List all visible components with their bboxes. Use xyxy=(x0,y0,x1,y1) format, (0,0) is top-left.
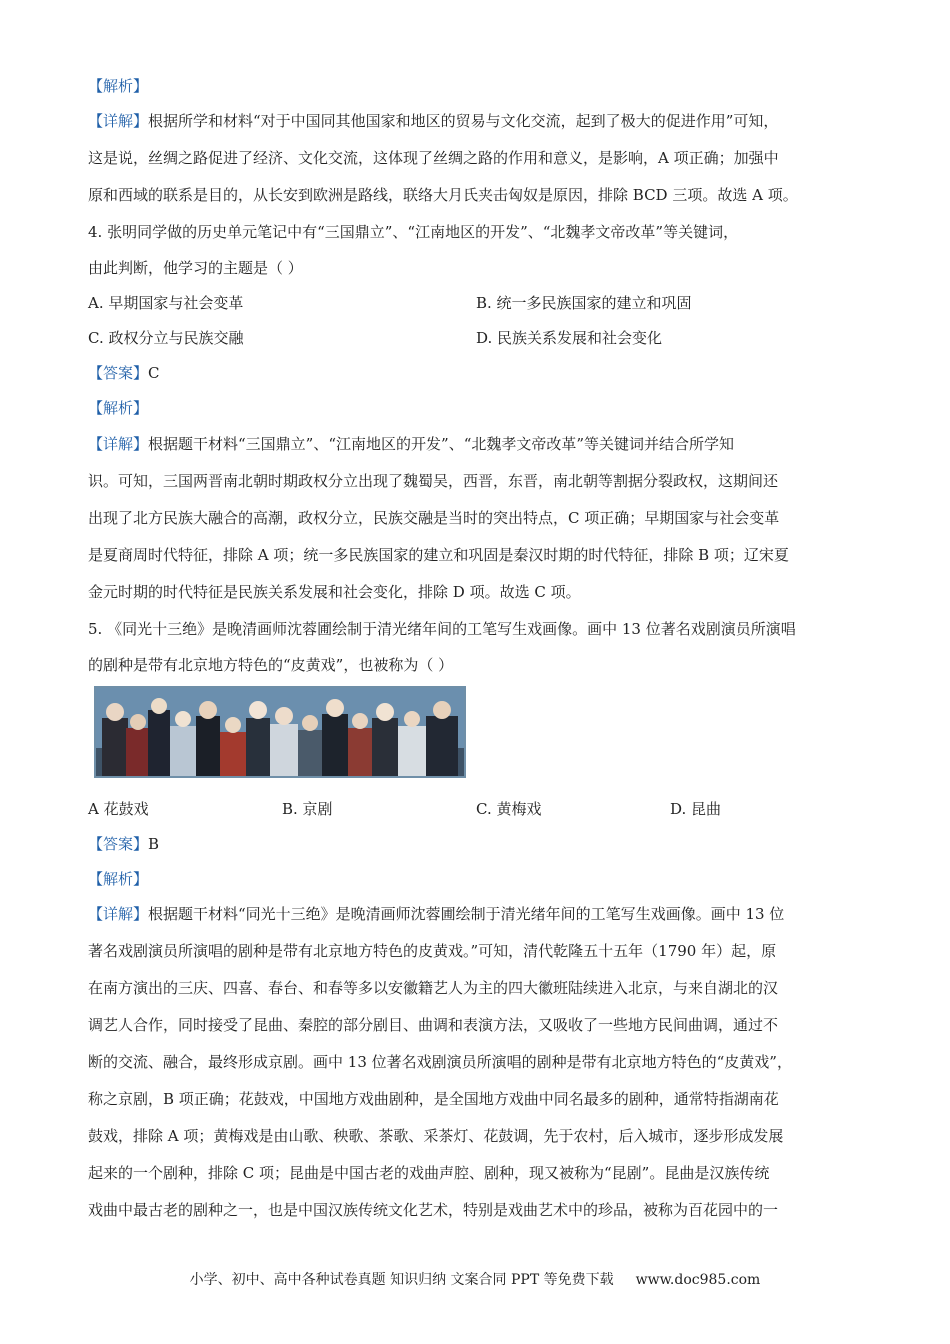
q4-detail-tag: 【详解】 xyxy=(88,435,149,453)
q5-detail-line-4: 调艺人合作，同时接受了昆曲、秦腔的部分剧目、曲调和表演方法，又吸收了一些地方民间曲调，通过不 xyxy=(88,1016,779,1034)
q5-detail-line-8: 起来的一个剧种，排除 C 项；昆曲是中国古老的戏曲声腔、剧种，现又被称为“昆剧”。昆曲是汉族传统 xyxy=(88,1164,770,1182)
q4-option-d: D. 民族关系发展和社会变化 xyxy=(476,329,663,347)
q4-detail-line-3: 出现了北方民族大融合的高潮，政权分立，民族交融是当时的突出特点，C 项正确；早期国家与社会变革 xyxy=(88,509,780,527)
q5-option-c: C. 黄梅戏 xyxy=(476,800,542,818)
q4-answer-tag: 【答案】 xyxy=(88,364,149,382)
footer-text: 小学、初中、高中各种试卷真题 知识归纳 文案合同 PPT 等免费下载 xyxy=(189,1272,614,1288)
q4-stem-line-2: 由此判断，他学习的主题是（ ） xyxy=(88,259,303,277)
q4-answer-value: C xyxy=(148,364,160,382)
q5-option-a: A 花鼓戏 xyxy=(88,800,149,818)
q5-answer xyxy=(88,834,159,854)
q3-detail-line-3: 原和西域的联系是目的，从长安到欧洲是路线，联络大月氏夹击匈奴是原因，排除 BCD 三项。故选 A 项。 xyxy=(88,186,798,204)
q5-option-d: D. 昆曲 xyxy=(670,800,722,818)
opera-painting-image xyxy=(94,686,466,778)
q5-option-b: B. 京剧 xyxy=(282,800,333,818)
q4-option-c: C. 政权分立与民族交融 xyxy=(88,329,244,347)
q5-detail-line-3: 在南方演出的三庆、四喜、春台、和春等多以安徽籍艺人为主的四大徽班陆续进入北京，与来自湖北的汉 xyxy=(88,979,779,997)
footer-url-link[interactable]: www.doc985.com xyxy=(635,1272,761,1288)
q5-answer-value: B xyxy=(148,835,160,853)
q5-detail-line-6: 称之京剧，B 项正确；花鼓戏，中国地方戏曲剧种，是全国地方戏曲中同名最多的剧种，通常特指湖南花 xyxy=(88,1090,779,1108)
q5-answer-tag: 【答案】 xyxy=(88,835,149,853)
q4-answer xyxy=(88,363,160,383)
q4-detail-line-4: 是夏商周时代特征，排除 A 项；统一多民族国家的建立和巩固是秦汉时期的时代特征，排除 B 项；辽宋夏 xyxy=(88,546,789,564)
q4-option-a: A. 早期国家与社会变革 xyxy=(88,294,244,312)
q4-stem-line-1: 4. 张明同学做的历史单元笔记中有“三国鼎立”、“江南地区的开发”、“北魏孝文帝改革”等关键词， xyxy=(88,223,739,241)
page-footer xyxy=(0,1270,950,1290)
q5-detail-line-1: 【详解】根据题干材料“同光十三绝》是晚清画师沈蓉圃绘制于清光绪年间的工笔写生戏画像。画中 13 位 xyxy=(88,905,785,923)
q3-analysis-tag: 【解析】 xyxy=(88,77,149,95)
q4-detail-line-2: 识。可知，三国两晋南北朝时期政权分立出现了魏蜀吴，西晋，东晋，南北朝等割据分裂政权，这期间还 xyxy=(88,472,779,490)
q5-detail-line-7: 鼓戏，排除 A 项；黄梅戏是由山歌、秧歌、茶歌、采茶灯、花鼓调，先于农村，后入城市，逐步形成发展 xyxy=(88,1127,784,1145)
q4-option-b: B. 统一多民族国家的建立和巩固 xyxy=(476,294,692,312)
q5-detail-line-2: 著名戏剧演员所演唱的剧种是带有北京地方特色的皮黄戏。”可知，清代乾隆五十五年（1790 年）起，原 xyxy=(88,942,777,960)
q5-detail-line-5: 断的交流、融合，最终形成京剧。画中 13 位著名戏剧演员所演唱的剧种是带有北京地方特色的“皮黄戏”， xyxy=(88,1053,792,1071)
q5-analysis-tag: 【解析】 xyxy=(88,870,149,888)
q3-detail-line-1: 【详解】根据所学和材料“对于中国同其他国家和地区的贸易与文化交流，起到了极大的促进作用”可知， xyxy=(88,112,779,130)
q4-detail-line-5: 金元时期的时代特征是民族关系发展和社会变化，排除 D 项。故选 C 项。 xyxy=(88,583,581,601)
q4-analysis-tag: 【解析】 xyxy=(88,399,149,417)
q5-stem-line-1: 5. 《同光十三绝》是晚清画师沈蓉圃绘制于清光绪年间的工笔写生戏画像。画中 13 位著名戏剧演员所演唱 xyxy=(88,620,796,638)
q3-detail-tag: 【详解】 xyxy=(88,112,149,130)
q4-detail-line-1: 【详解】根据题干材料“三国鼎立”、“江南地区的开发”、“北魏孝文帝改革”等关键词并结合所学知 xyxy=(88,435,735,453)
q5-detail-line-9: 戏曲中最古老的剧种之一，也是中国汉族传统文化艺术，特别是戏曲艺术中的珍品，被称为百花园中的一 xyxy=(88,1201,779,1219)
q3-detail-line-2: 这是说，丝绸之路促进了经济、文化交流，这体现了丝绸之路的作用和意义，是影响，A 项正确；加强中 xyxy=(88,149,779,167)
q5-stem-line-2: 的剧种是带有北京地方特色的“皮黄戏”，也被称为（ ） xyxy=(88,656,454,674)
q5-detail-tag: 【详解】 xyxy=(88,905,149,923)
